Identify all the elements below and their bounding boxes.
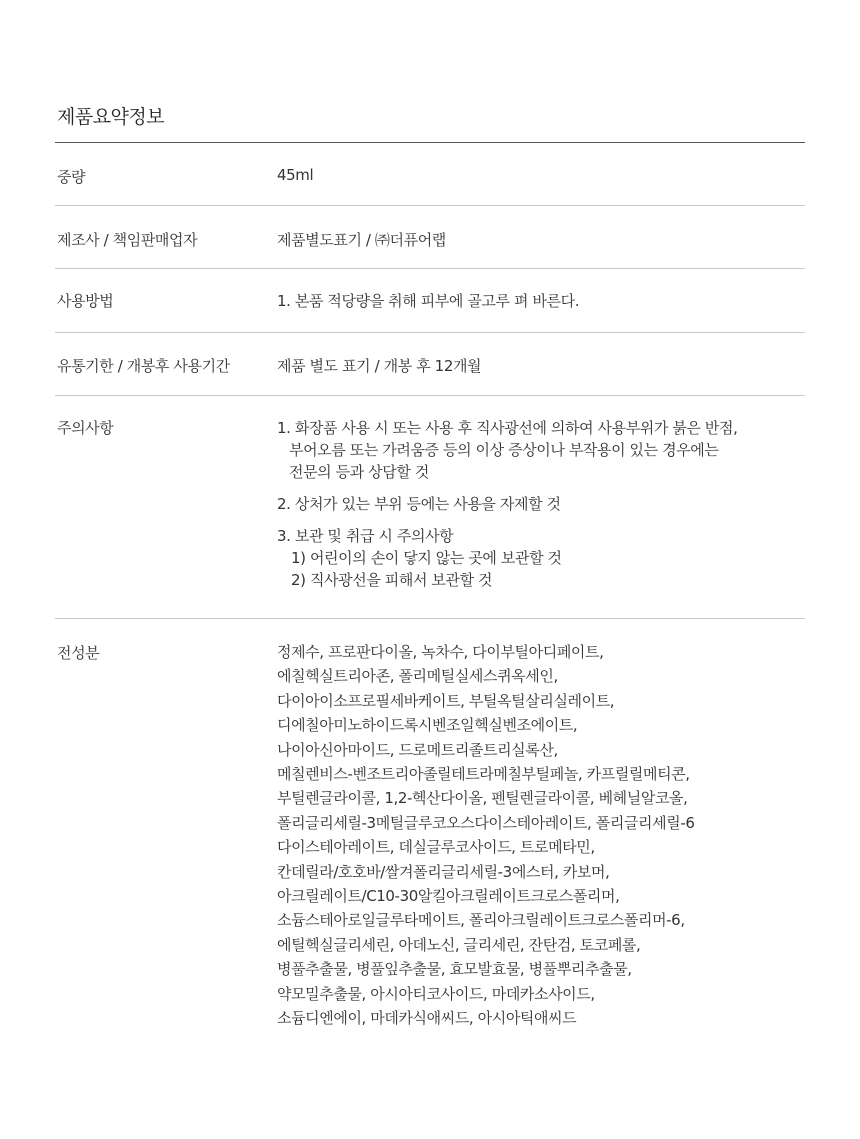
expiry-value: 제품 별도 표기 / 개봉 후 12개월 [277,357,482,375]
ingredient-line: 다이스테아레이트, 데실글루코사이드, 트로메타민, [277,838,595,857]
ingredient-line: 병풀추출물, 병풀잎추출물, 효모발효물, 병풀뿌리추출물, [277,960,632,979]
ingredient-line: 나이아신아마이드, 드로메트리졸트리실록산, [277,740,558,759]
ingredient-line: 디에칠아미노하이드록시벤조일헥실벤조에이트, [277,716,578,735]
ingredient-line: 에틸헥실글리세린, 아데노신, 글리세린, 잔탄검, 토코페롤, [277,935,641,954]
ingredient-line: 다이아이소프로필세바케이트, 부틸옥틸살리실레이트, [277,691,615,710]
caution-sub-item-1: 1) 어린이의 손이 닿지 않는 곳에 보관할 것 [291,549,562,567]
row-weight [55,143,805,206]
weight-value: 45ml [277,166,314,184]
ingredients-label: 전성분 [57,644,100,662]
expiry-label: 유통기한 / 개봉후 사용기간 [57,357,230,375]
ingredient-line: 부틸렌글라이콜, 1,2-헥산다이올, 펜틸렌글라이콜, 베헤닐알코올, [277,789,688,808]
row-expiry [55,333,805,396]
ingredient-line: 폴리글리세릴-3메틸글루코오스다이스테아레이트, 폴리글리세릴-6 [277,813,695,832]
weight-label: 중량 [57,168,86,186]
ingredient-line: 아크릴레이트/C10-30알킬아크릴레이트크로스폴리머, [277,887,620,906]
caution-item-2: 2. 상처가 있는 부위 등에는 사용을 자제할 것 [277,495,561,513]
caution-list [277,417,737,591]
caution-sub-item-2: 2) 직사광선을 피해서 보관할 것 [291,571,493,589]
usage-label: 사용방법 [57,292,114,310]
section-title: 제품요약정보 [57,106,165,128]
manufacturer-label: 제조사 / 책임판매업자 [57,231,198,249]
ingredient-line: 정제수, 프로판다이올, 녹차수, 다이부틸아디페이트, [277,643,604,661]
row-manufacturer [55,206,805,269]
ingredient-line: 소듐디엔에이, 마데카식애씨드, 아시아틱애씨드 [277,1009,577,1028]
usage-value: 1. 본품 적당량을 취해 피부에 골고루 펴 바른다. [277,292,580,310]
ingredient-line: 약모밀추출물, 아시아티코사이드, 마데카소사이드, [277,984,595,1003]
manufacturer-value: 제품별도표기 / ㈜더퓨어랩 [277,231,446,249]
caution-item-1 [277,417,737,483]
caution-item-3-title: 3. 보관 및 취급 시 주의사항 [277,527,454,545]
ingredient-line: 칸데릴라/호호바/쌀겨폴리글리세릴-3에스터, 카보머, [277,862,610,881]
caution-item-1-line-1: 1. 화장품 사용 시 또는 사용 후 직사광선에 의하여 사용부위가 붉은 반점, [277,419,738,437]
row-caution [55,396,805,619]
caution-item-3 [277,525,737,591]
ingredient-line: 메칠렌비스-벤조트리아졸릴테트라메칠부틸페놀, 카프릴릴메티콘, [277,765,690,784]
caution-item-1-line-3: 전문의 등과 상담할 것 [289,463,429,481]
caution-item-1-line-2: 부어오름 또는 가려움증 등의 이상 증상이나 부작용이 있는 경우에는 [289,441,719,459]
ingredient-line: 소듐스테아로일글루타메이트, 폴리아크릴레이트크로스폴리머-6, [277,911,685,930]
ingredient-line: 에칠헥실트리아존, 폴리메틸실세스퀴옥세인, [277,667,558,686]
ingredients-list [277,640,694,1031]
row-usage [55,269,805,333]
row-ingredients [55,619,805,1049]
caution-label: 주의사항 [57,419,114,437]
